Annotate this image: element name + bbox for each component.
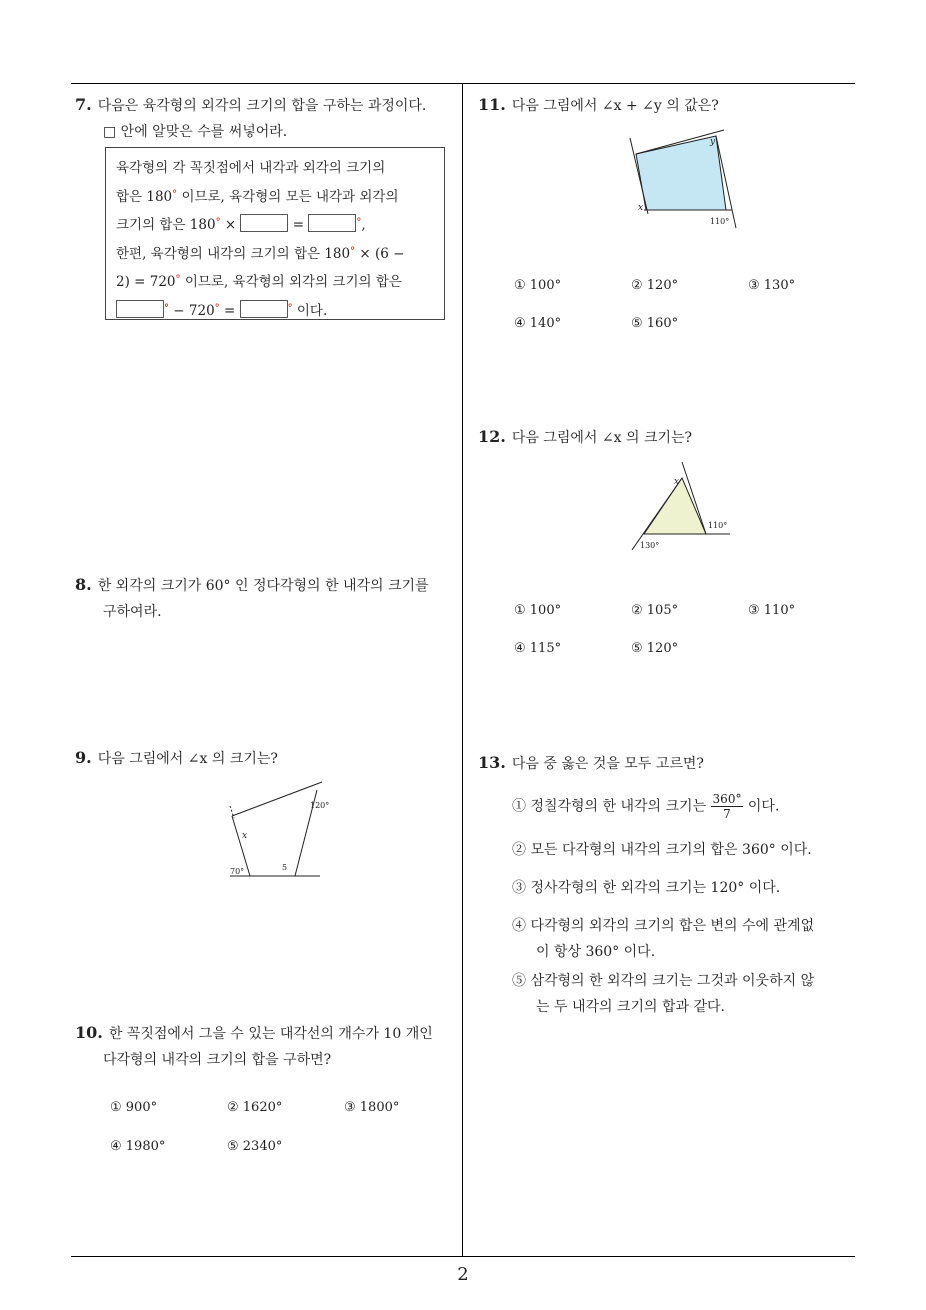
figure-label-angle: 110° xyxy=(708,521,728,530)
question-text: 구하여라. xyxy=(103,604,162,620)
fraction: $\frac{360^\circ}{7}$ xyxy=(712,792,742,821)
fill-in-box xyxy=(105,147,445,320)
choice-4[interactable]: ④ 1980° xyxy=(110,1139,166,1154)
figure-label-angle: 70° xyxy=(230,867,245,876)
question-text: 한 외각의 크기가 60° 인 정다각형의 한 내각의 크기를 xyxy=(97,578,429,594)
question-number: 11. xyxy=(478,95,506,114)
question-12 xyxy=(478,424,858,451)
figure-label-x: x xyxy=(674,477,680,487)
answer-blank[interactable] xyxy=(240,214,288,232)
figure-label-y: y xyxy=(710,137,716,147)
question-text: 다음 중 옳은 것을 모두 고르면? xyxy=(511,756,704,772)
choice-3[interactable]: ③ 110° xyxy=(748,603,796,618)
choice-3[interactable]: ③ 130° xyxy=(748,278,796,293)
answer-blank[interactable] xyxy=(116,300,164,318)
box-line: 크기의 합은 180° × = °, xyxy=(116,210,434,239)
top-rule xyxy=(71,83,855,84)
choice-1[interactable]: ① 100° xyxy=(514,603,562,618)
question-number: 9. xyxy=(75,748,92,767)
figure-q9 xyxy=(222,778,330,880)
choice-2[interactable]: ② 1620° xyxy=(227,1100,283,1115)
choice-3[interactable]: ③ 1800° xyxy=(344,1100,400,1115)
figure-q11 xyxy=(624,124,742,230)
page-number: 2 xyxy=(457,1264,469,1285)
option-5[interactable]: ⑤ 삼각형의 한 외각의 크기는 그것과 이웃하지 않 는 두 내각의 크기의 합과 같다. xyxy=(512,973,815,1015)
question-text: 다음은 육각형의 외각의 크기의 합을 구하는 과정이다. xyxy=(97,98,427,114)
answer-blank[interactable] xyxy=(240,300,288,318)
question-text: 다각형의 내각의 크기의 합을 구하면? xyxy=(103,1052,332,1068)
option-3[interactable]: ③ 정사각형의 한 외각의 크기는 120° 이다. xyxy=(512,880,781,896)
question-number: 8. xyxy=(75,575,92,594)
figure-label-x: x xyxy=(638,203,644,213)
question-10 xyxy=(75,1020,460,1073)
column-divider xyxy=(462,84,463,1256)
question-7 xyxy=(75,92,460,145)
question-text: □ 안에 알맞은 수를 써넣어라. xyxy=(103,124,288,140)
box-line: ° − 720° = ° 이다. xyxy=(116,296,434,325)
answer-blank[interactable] xyxy=(308,214,356,232)
choice-5[interactable]: ⑤ 160° xyxy=(631,316,679,331)
question-number: 13. xyxy=(478,753,506,772)
question-11 xyxy=(478,92,858,119)
choice-5[interactable]: ⑤ 2340° xyxy=(227,1139,283,1154)
figure-label-angle: 110° xyxy=(710,217,730,226)
choice-1[interactable]: ① 900° xyxy=(110,1100,158,1115)
choice-2[interactable]: ② 105° xyxy=(631,603,679,618)
question-number: 7. xyxy=(75,95,92,114)
option-1[interactable]: ① 정칠각형의 한 내각의 크기는 $\frac{360^\circ}{7}$ 이다. xyxy=(512,792,780,821)
question-number: 12. xyxy=(478,427,506,446)
figure-label-angle: 5 xyxy=(282,863,288,872)
figure-label-angle: 130° xyxy=(640,541,660,550)
box-line: 합은 180° 이므로, 육각형의 모든 내각과 외각의 xyxy=(116,188,399,205)
choice-5[interactable]: ⑤ 120° xyxy=(631,641,679,656)
box-line: 육각형의 각 꼭짓점에서 내각과 외각의 크기의 xyxy=(116,160,386,176)
box-line: 한편, 육각형의 내각의 크기의 합은 180° × (6 − xyxy=(116,245,405,262)
question-text: 다음 그림에서 ∠x + ∠y 의 값은? xyxy=(511,98,719,114)
figure-label-angle: 120° xyxy=(310,801,330,810)
choice-1[interactable]: ① 100° xyxy=(514,278,562,293)
question-text: 다음 그림에서 ∠x 의 크기는? xyxy=(97,751,278,767)
choice-4[interactable]: ④ 140° xyxy=(514,316,562,331)
question-9 xyxy=(75,745,460,772)
figure-q12 xyxy=(628,458,734,554)
box-line: 2) = 720° 이므로, 육각형의 외각의 크기의 합은 xyxy=(116,274,402,290)
bottom-rule xyxy=(71,1256,855,1257)
question-number: 10. xyxy=(75,1023,103,1042)
question-13 xyxy=(478,750,858,777)
question-8 xyxy=(75,572,460,625)
choice-4[interactable]: ④ 115° xyxy=(514,641,562,656)
option-4[interactable]: ④ 다각형의 외각의 크기의 합은 변의 수에 관계없 이 항상 360° 이다. xyxy=(512,918,815,960)
question-text: 한 꼭짓점에서 그을 수 있는 대각선의 개수가 10 개인 xyxy=(108,1026,433,1042)
question-text: 다음 그림에서 ∠x 의 크기는? xyxy=(511,430,693,446)
figure-label-x: x xyxy=(242,831,248,841)
choice-2[interactable]: ② 120° xyxy=(631,278,679,293)
option-2[interactable]: ② 모든 다각형의 내각의 크기의 합은 360° 이다. xyxy=(512,842,812,858)
